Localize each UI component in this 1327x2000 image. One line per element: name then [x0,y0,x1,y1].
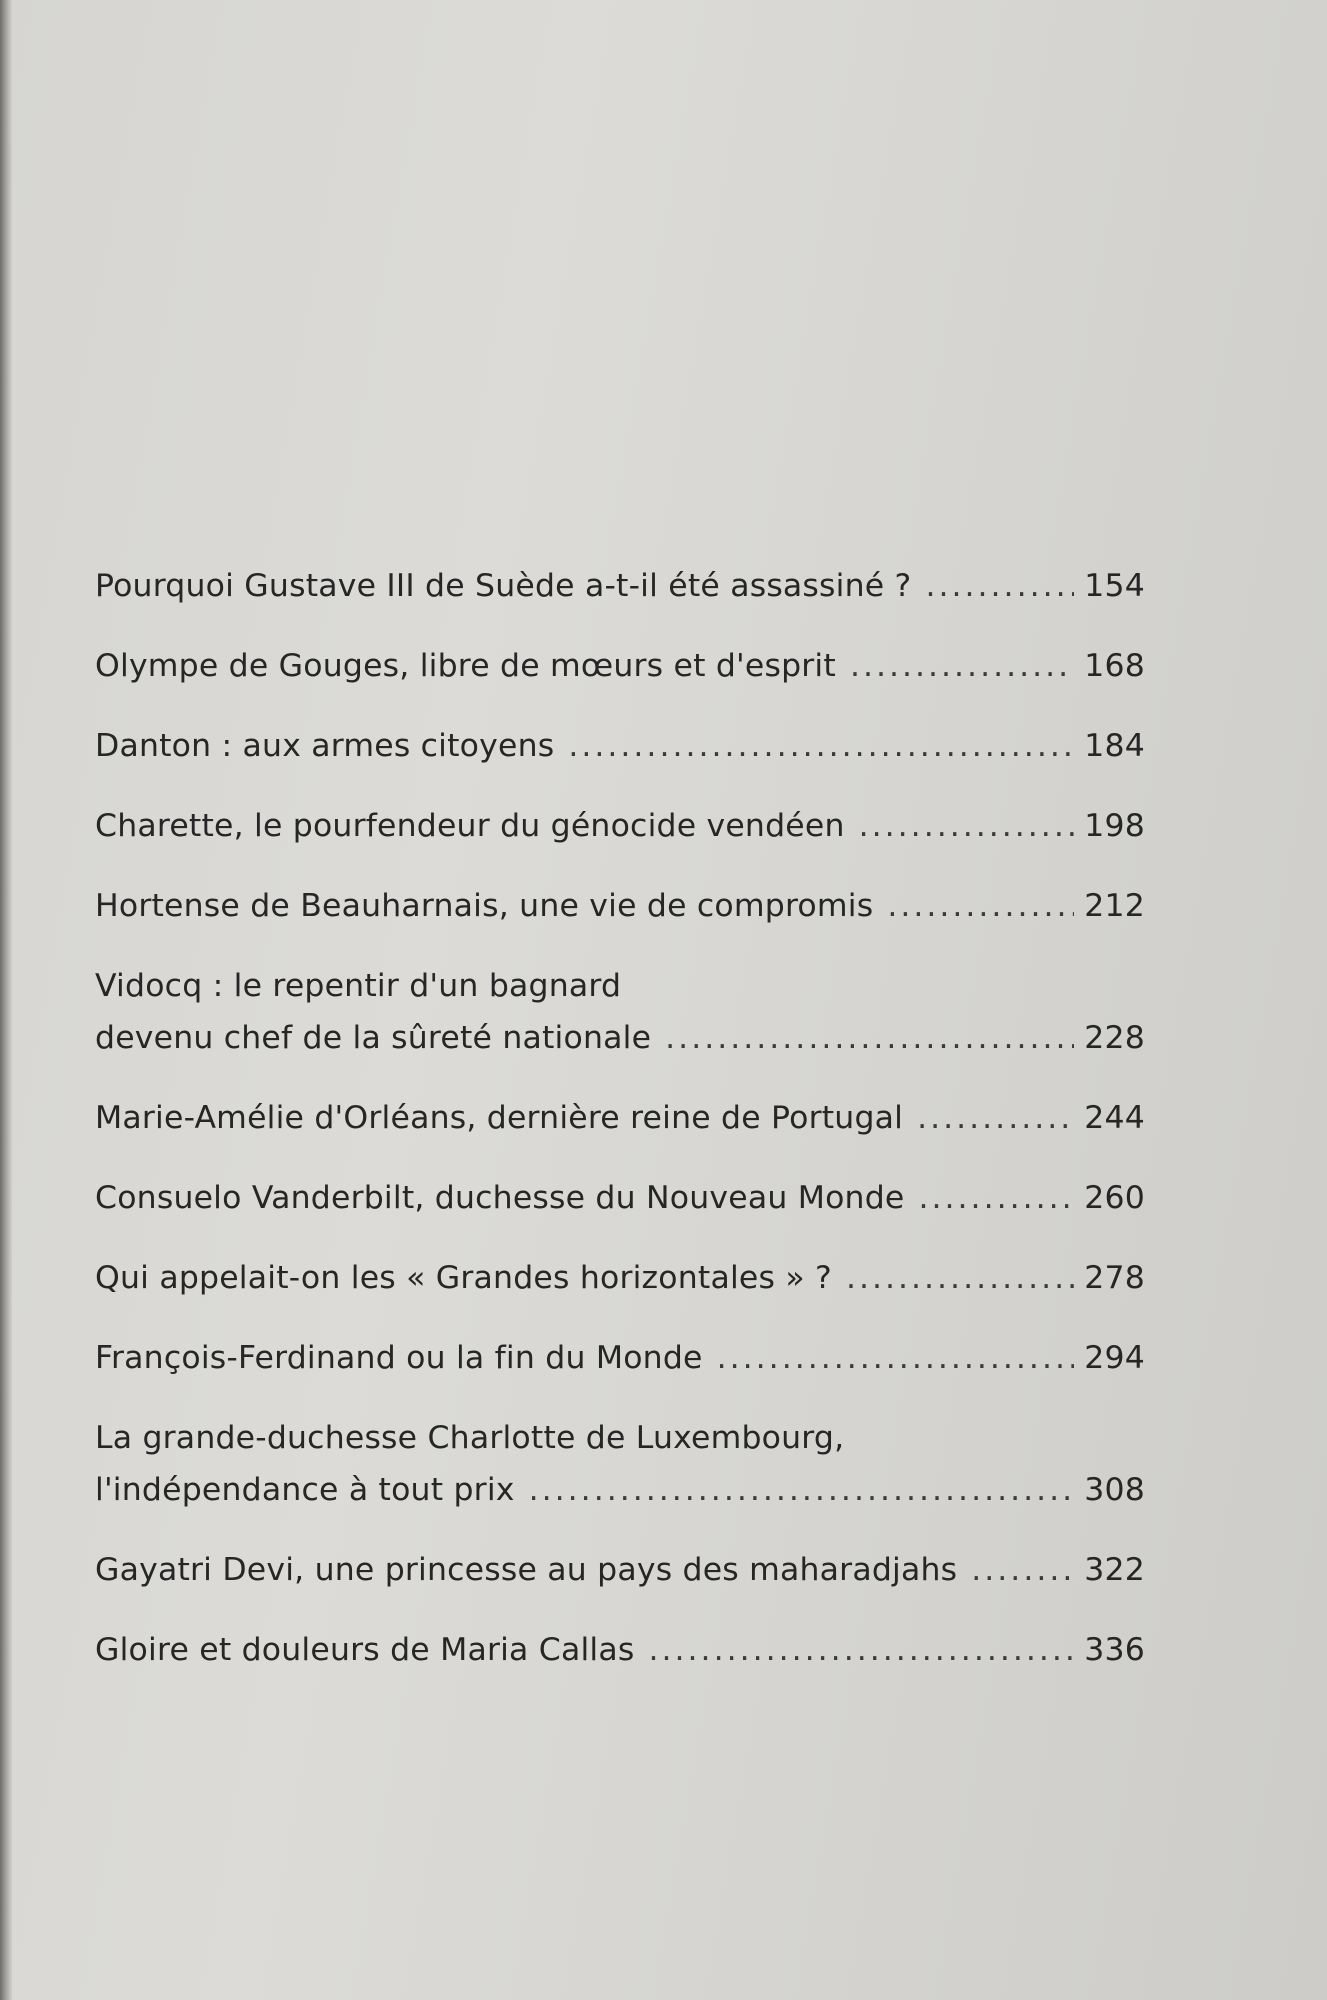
toc-entry [95,960,1145,1064]
dot-leader [919,1172,1075,1224]
toc-entry-line [95,1092,1145,1144]
toc-entry-title: François-Ferdinand ou la fin du Monde [95,1340,703,1376]
toc-entry-page-number: 244 [1084,1100,1145,1136]
dot-leader [665,1012,1074,1064]
toc-entry [95,640,1145,692]
toc-entry-title: Hortense de Beauharnais, une vie de compromis [95,888,874,924]
dot-leader [887,880,1074,932]
toc-entry-title: Pourquoi Gustave III de Suède a-t-il été assassiné ? [95,568,912,604]
dot-leader [917,1092,1074,1144]
toc-entry-line [95,1544,1145,1596]
toc-entry-page-number: 322 [1084,1552,1145,1588]
toc-entry-page-number: 154 [1084,568,1145,604]
toc-entry-title-line: Vidocq : le repentir d'un bagnard [95,968,622,1004]
dot-leader [850,640,1074,692]
toc-entry [95,1412,1145,1516]
toc-entry-line [95,800,1145,852]
toc-entry-page-number: 198 [1084,808,1145,844]
toc-entry-title: l'indépendance à tout prix [95,1472,515,1508]
page-binding-edge [0,0,12,2000]
toc-entry-page-number: 278 [1084,1260,1145,1296]
toc-entry-line [95,1012,1145,1064]
toc-entry [95,720,1145,772]
toc-entry-title: Charette, le pourfendeur du génocide vendéen [95,808,845,844]
dot-leader [649,1624,1075,1676]
toc-entry-page-number: 336 [1084,1632,1145,1668]
toc-entry-page-number: 168 [1084,648,1145,684]
toc-entry [95,880,1145,932]
toc-entry-title: Gayatri Devi, une princesse au pays des maharadjahs [95,1552,958,1588]
toc-entry-page-number: 308 [1084,1472,1145,1508]
table-of-contents [95,560,1145,1704]
toc-entry-title: Gloire et douleurs de Maria Callas [95,1632,635,1668]
toc-entry-line [95,1464,1145,1516]
toc-entry-line [95,1252,1145,1304]
toc-entry-title: devenu chef de la sûreté nationale [95,1020,652,1056]
toc-entry-page-number: 260 [1084,1180,1145,1216]
toc-entry-line [95,640,1145,692]
toc-entry-page-number: 294 [1084,1340,1145,1376]
toc-entry-title: Qui appelait-on les « Grandes horizontales » ? [95,1260,832,1296]
toc-entry-page-number: 184 [1084,728,1145,764]
toc-entry [95,1332,1145,1384]
toc-entry-page-number: 228 [1084,1020,1145,1056]
dot-leader [925,560,1074,612]
toc-entry [95,1544,1145,1596]
dot-leader [971,1544,1074,1596]
dot-leader [859,800,1075,852]
dot-leader [529,1464,1075,1516]
toc-entry-title: Danton : aux armes citoyens [95,728,555,764]
toc-entry-line [95,560,1145,612]
toc-entry-title: Consuelo Vanderbilt, duchesse du Nouveau Monde [95,1180,905,1216]
toc-entry [95,560,1145,612]
toc-entry-line [95,1172,1145,1224]
toc-entry [95,1092,1145,1144]
toc-entry-title-line: La grande-duchesse Charlotte de Luxembourg, [95,1420,845,1456]
toc-entry-title: Marie-Amélie d'Orléans, dernière reine de Portugal [95,1100,904,1136]
toc-entry-title: Olympe de Gouges, libre de mœurs et d'esprit [95,648,836,684]
toc-entry [95,1252,1145,1304]
dot-leader [568,720,1074,772]
toc-entry-line [95,720,1145,772]
dot-leader [846,1252,1074,1304]
toc-entry [95,1172,1145,1224]
toc-entry-line [95,1332,1145,1384]
toc-entry-line [95,1624,1145,1676]
toc-entry [95,1624,1145,1676]
toc-entry-line [95,880,1145,932]
dot-leader [717,1332,1075,1384]
toc-entry-page-number: 212 [1084,888,1145,924]
toc-entry [95,800,1145,852]
